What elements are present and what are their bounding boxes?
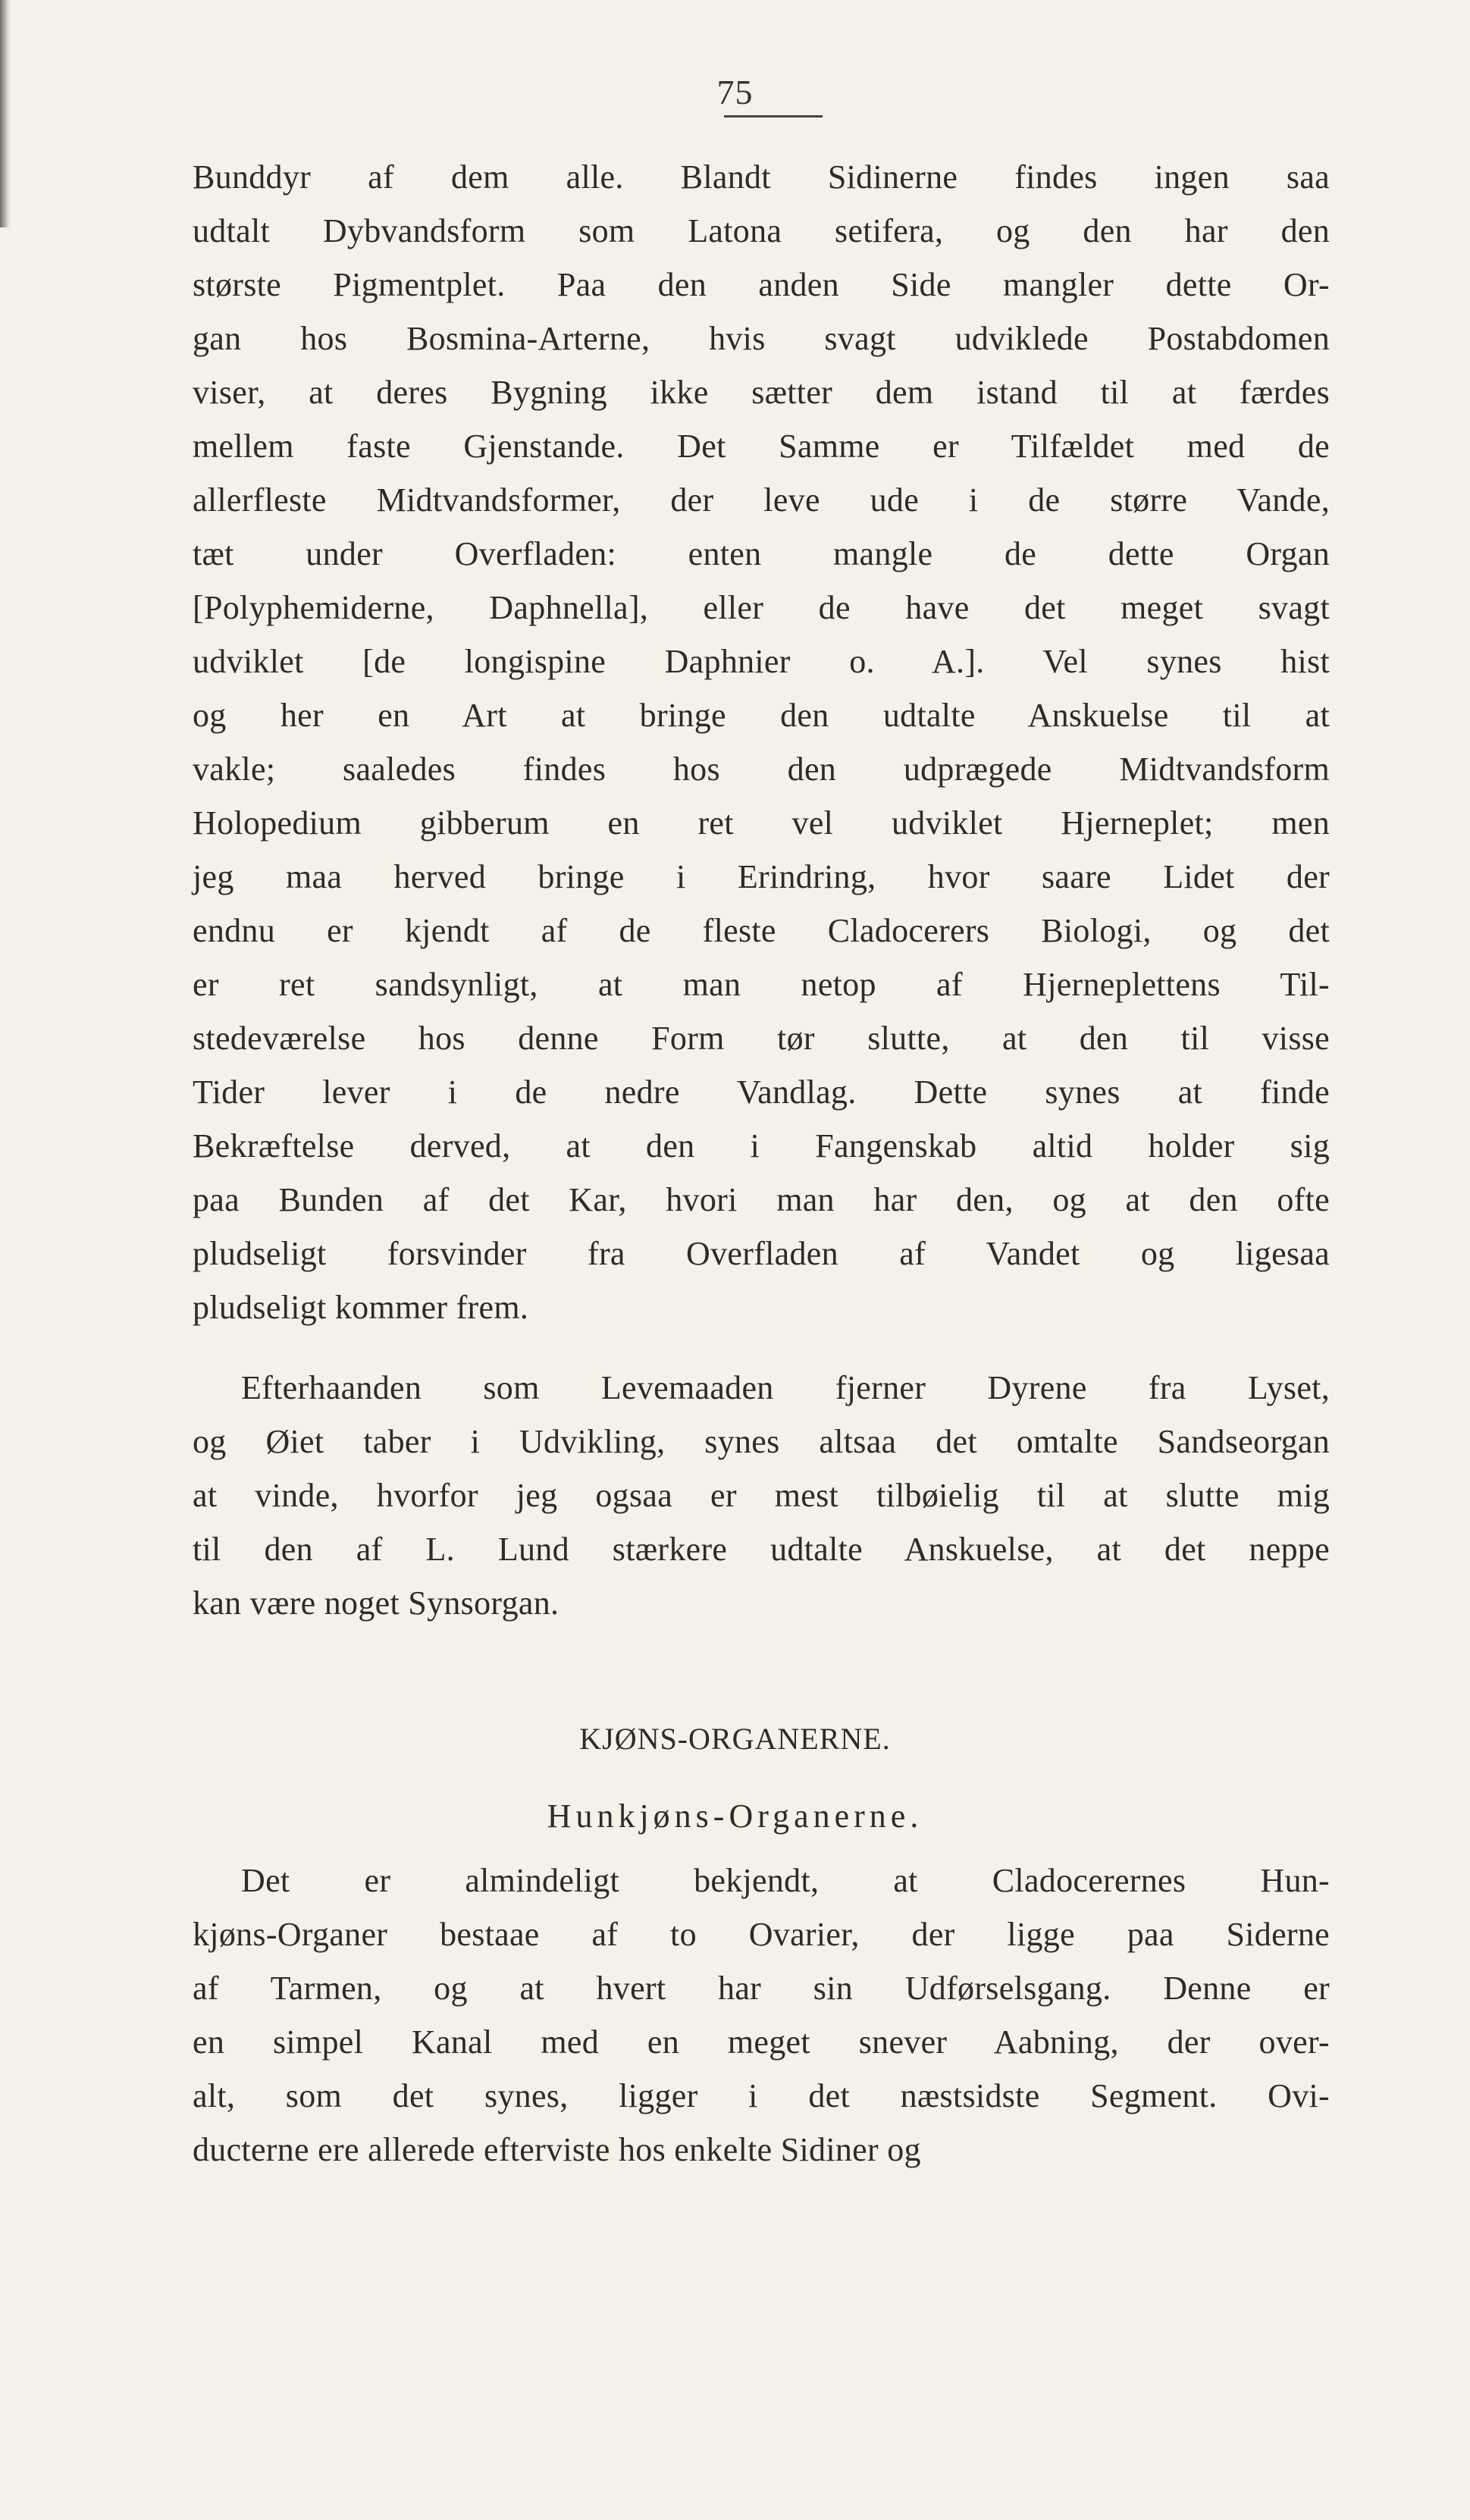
text-line: Bekræftelse derved, at den i Fangenskab altid holder sig — [193, 1127, 1330, 1164]
paragraph-block-1 — [193, 150, 1330, 1334]
text-line: viser, at deres Bygning ikke sætter dem istand til at færdes — [193, 374, 1330, 411]
page-edge-shadow — [0, 0, 11, 227]
text-line: ducterne ere allerede efterviste hos enkelte Sidiner og — [193, 2131, 921, 2168]
text-line: af Tarmen, og at hvert har sin Udførselsgang. Denne er — [193, 1970, 1330, 2007]
text-line: Efterhaanden som Levemaaden fjerner Dyrene fra Lyset, — [241, 1369, 1330, 1406]
section-heading: KJØNS-ORGANERNE. — [579, 1722, 891, 1756]
text-line: tæt under Overfladen: enten mangle de dette Organ — [193, 535, 1330, 572]
sub-heading: Hunkjøns-Organerne. — [547, 1798, 923, 1835]
text-line: og Øiet taber i Udvikling, synes altsaa det omtalte Sandseorgan — [193, 1423, 1330, 1460]
text-line: Bunddyr af dem alle. Blandt Sidinerne findes ingen saa — [193, 158, 1330, 196]
text-line: paa Bunden af det Kar, hvori man har den, og at den ofte — [193, 1181, 1330, 1218]
text-line: allerfleste Midtvandsformer, der leve ude i de større Vande, — [193, 481, 1330, 519]
text-line: og her en Art at bringe den udtalte Anskuelse til at — [193, 697, 1330, 734]
text-line: kjøns-Organer bestaae af to Ovarier, der ligge paa Siderne — [193, 1916, 1330, 1953]
text-line: gan hos Bosmina-Arterne, hvis svagt udviklede Postabdomen — [193, 320, 1330, 357]
text-line: stedeværelse hos denne Form tør slutte, at den til visse — [193, 1020, 1330, 1057]
text-line: jeg maa herved bringe i Erindring, hvor saare Lidet der — [193, 858, 1330, 895]
paragraph-block-2 — [193, 1361, 1330, 1630]
text-line: en simpel Kanal med en meget snever Aabning, der over- — [193, 2023, 1330, 2061]
text-line: til den af L. Lund stærkere udtalte Anskuelse, at det neppe — [193, 1531, 1330, 1568]
text-line: [Polyphemiderne, Daphnella], eller de have det meget svagt — [193, 589, 1330, 626]
page-number: 75 — [716, 73, 754, 111]
text-line: udtalt Dybvandsform som Latona setifera, og den har den — [193, 212, 1330, 249]
text-line: alt, som det synes, ligger i det næstsidste Segment. Ovi- — [193, 2077, 1330, 2114]
text-line: endnu er kjendt af de fleste Cladocerers Biologi, og det — [193, 912, 1330, 949]
text-line: Tider lever i de nedre Vandlag. Dette synes at finde — [193, 1074, 1330, 1111]
text-line: mellem faste Gjenstande. Det Samme er Tilfældet med de — [193, 428, 1330, 465]
text-line: at vinde, hvorfor jeg ogsaa er mest tilbøielig til at slutte mig — [193, 1477, 1330, 1514]
text-line: Det er almindeligt bekjendt, at Cladocerernes Hun- — [241, 1862, 1330, 1899]
text-line: pludseligt forsvinder fra Overfladen af Vandet og ligesaa — [193, 1235, 1330, 1272]
text-line: største Pigmentplet. Paa den anden Side mangler dette Or- — [193, 266, 1330, 303]
text-line: er ret sandsynligt, at man netop af Hjerneplettens Til- — [193, 966, 1330, 1003]
text-line: vakle; saaledes findes hos den udprægede Midtvandsform — [193, 751, 1330, 788]
text-line: udviklet [de longispine Daphnier o. A.]. Vel synes hist — [193, 643, 1330, 680]
text-line: Holopedium gibberum en ret vel udviklet Hjerneplet; men — [193, 804, 1330, 842]
paragraph-block-3 — [193, 1854, 1330, 2177]
text-line: kan være noget Synsorgan. — [193, 1584, 559, 1622]
text-line: pludseligt kommer frem. — [193, 1289, 529, 1326]
page-number-underline — [724, 115, 823, 118]
